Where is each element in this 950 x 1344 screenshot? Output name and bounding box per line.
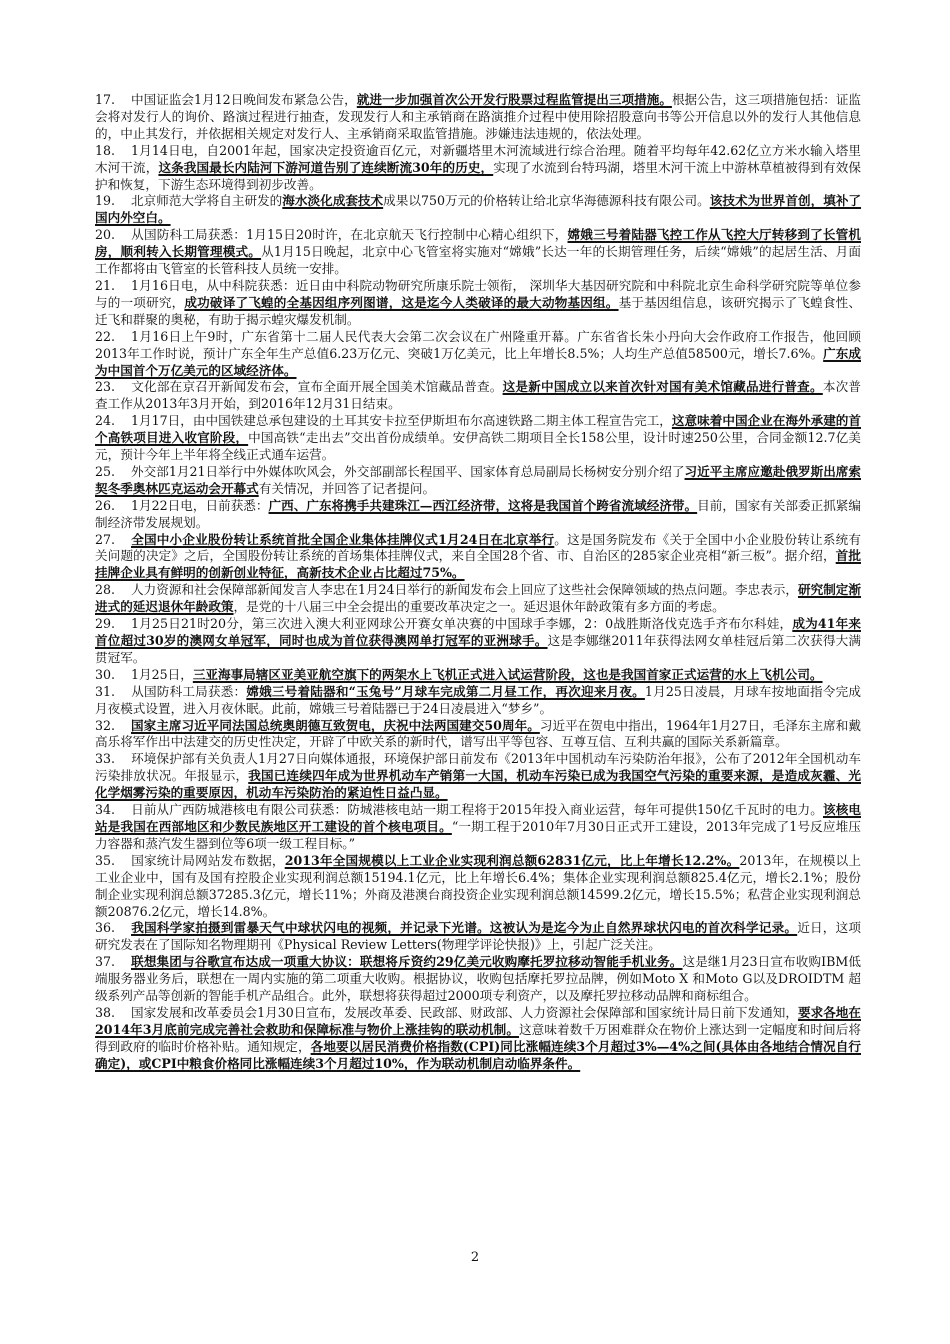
item-text: 本次普查工作从2013年3月开始，到2016年12月31日结束。 xyxy=(95,379,862,412)
highlighted-text: 我国已连续四年成为世界机动车产销第一大国，机动车污染已成为我国空气污染的重要来源，是造成灰霾、光化学烟雾污染的重要原因，机动车污染防治的紧迫性日益凸显。 xyxy=(95,768,862,801)
news-item xyxy=(95,718,861,752)
item-text: 人力资源和社会保障部新闻发言人李忠在1月24日举行的新闻发布会上回应了这些社会保障领域的热点问题。李忠表示， xyxy=(131,582,798,598)
page-number: 2 xyxy=(470,1250,480,1265)
highlighted-text: 嫦娥三号着陆器和“玉兔号”月球车完成第二月昼工作，再次迎来月夜。 xyxy=(246,683,645,699)
item-text: “一期工程于2010年7月30日正式开工建设，2013年完成了1号反应堆压力容器和蒸汽发生器到位等6项一级工程目标。” xyxy=(95,818,862,851)
highlighted-text: 我国科学家拍摄到雷暴天气中球状闪电的视频，并记录下光谱。这被认为是迄今为止自然界球状闪电的首次科学记录。 xyxy=(131,920,798,936)
item-text: 1月17日，由中国铁建总承包建设的土耳其安卡拉至伊斯坦布尔高速铁路二期主体工程宣告完工， xyxy=(131,413,672,429)
item-number: 28. xyxy=(95,582,116,598)
item-text: 这是继1月23日宣布收购IBM低端服务器业务后，联想在一周内实施的第二项重大收购。根据协议，收购包括摩托罗拉品牌，例如Moto X 和Moto G以及DROIDTM 超级系列产品等创新的智能手机产品组合。此外，联想将获得超过2000项专利资产，以及摩托罗拉移动品牌和商标组合。 xyxy=(95,954,861,1004)
item-text: 1月22日电，日前获悉： xyxy=(131,497,269,513)
item-text: 有关情况，并回答了记者提问。 xyxy=(258,480,436,496)
highlighted-text: 该核电站是我国在西部地区和少数民族地区开工建设的首个核电项目。 xyxy=(95,802,862,834)
item-text: 基于基因组信息，该研究揭示了飞蝗食性、迁飞和群聚的奥秘，有助于揭示蝗灾爆发机制。 xyxy=(95,294,862,327)
item-text: 日前从广西防城港核电有限公司获悉：防城港核电站一期工程将于2015年投入商业运营，每年可提供150亿千瓦时的电力。 xyxy=(131,802,823,818)
item-text: 习近平在贺电中指出，1964年1月27日，毛泽东主席和戴高乐将军作出中法建交的历史性决定，开辟了中欧关系的新时代，谱写出平等包容、互尊互信、互利共赢的国际关系新篇章。 xyxy=(95,717,862,750)
item-number: 33. xyxy=(95,751,116,767)
item-number: 37. xyxy=(95,954,116,970)
highlighted-text: 成为41年来首位超过30岁的澳网女单冠军，同时也成为首位获得澳网单打冠军的亚洲球手。 xyxy=(95,616,861,648)
item-number: 34. xyxy=(95,802,116,818)
item-text: 中国证监会1月12日晚间发布紧急公告， xyxy=(131,92,357,107)
item-text: 1月14日电，自2001年起，国家决定投资逾百亿元，对新疆塔里木河流域进行综合治理。随着平均每年42.62亿立方米水输入塔里木河干流， xyxy=(95,142,861,175)
item-text: 环境保护部有关负责人1月27日向媒体通报，环境保护部日前发布《2013年中国机动车污染防治年报》，公布了2012年全国机动车污染排放状况。年报显示， xyxy=(95,751,861,784)
news-item xyxy=(95,92,861,143)
highlighted-text: 就进一步加强首次公开发行股票过程监管提出三项措施。 xyxy=(356,92,672,107)
item-text: 从国防科工局获悉： xyxy=(131,683,247,699)
highlighted-text: 这是新中国成立以来首次针对国有美术馆藏品进行普查。 xyxy=(502,379,823,395)
highlighted-text: 全国中小企业股份转让系统首批全国企业集体挂牌仪式1月24日在北京举行 xyxy=(131,531,555,547)
item-text: 近日，这项研究发表在了国际知名物理期刊《Physical Review Letters(物理学评论快报)》上，引起广泛关注。 xyxy=(95,920,862,953)
highlighted-text: 要求各地在2014年3月底前完成完善社会救助和保障标准与物价上涨挂钩的联动机制。 xyxy=(95,1004,862,1037)
item-number: 24. xyxy=(95,413,116,429)
highlighted-text: 广西、广东将携手共建珠江—西江经济带，这将是我国首个跨省流域经济带。 xyxy=(268,497,698,513)
item-number: 19. xyxy=(95,193,116,209)
highlighted-text: 研究制定渐进式的延迟退休年龄政策 xyxy=(95,582,862,615)
item-number: 29. xyxy=(95,616,116,632)
item-number: 27. xyxy=(95,531,116,547)
highlighted-text: 2013年全国规模以上工业企业实现利润总额62831亿元，比上年增长12.2%。 xyxy=(284,852,740,868)
news-item xyxy=(95,616,861,667)
item-text: 1月25日21时20分，第三次进入澳大利亚网球公开赛女单决赛的中国球手李娜，2：0战胜斯洛伐克选手齐布尔科娃， xyxy=(131,616,793,632)
news-item xyxy=(95,1005,861,1073)
item-number: 31. xyxy=(95,683,116,699)
news-item xyxy=(95,920,861,954)
item-number: 38. xyxy=(95,1004,116,1020)
highlighted-text: 三亚海事局辖区亚美亚航空旗下的两架水上飞机正式进入试运营阶段，这也是我国首家正式运营的水上飞机公司。 xyxy=(192,666,823,682)
item-text: 1月16日上午9时，广东省第十二届人民代表大会第二次会议在广州隆重开幕。广东省省长朱小丹向大会作政府工作报告，他回顾2013年工作时说，预计广东全年生产总值6.23万亿元、突破1万亿美元，比上年增长8.5%；人均生产总值58500元，增长7.6%。 xyxy=(95,328,861,361)
highlighted-text: 首批挂牌企业具有鲜明的创新创业特征，高新技术企业占比超过75%。 xyxy=(95,548,861,581)
news-item xyxy=(95,143,861,194)
highlighted-text: 联想集团与谷歌宣布达成一项重大协议：联想将斥资约29亿美元收购摩托罗拉移动智能手机业务。 xyxy=(131,954,683,970)
item-text: 1月25日凌晨，月球车按地面指令完成月夜模式设置，进入月夜休眠。此前，嫦娥三号着陆器已于24日凌晨进入“梦乡”。 xyxy=(95,683,861,716)
item-text: 国家发展和改革委员会1月30日宣布，发展改革委、民政部、财政部、人力资源社会保障部和国家统计局日前下发通知， xyxy=(131,1004,798,1020)
news-item xyxy=(95,278,861,329)
item-number: 35. xyxy=(95,852,116,868)
item-text: 外交部1月21日举行中外媒体吹风会，外交部副部长程国平、国家体育总局副局长杨树安分别介绍了 xyxy=(131,463,685,479)
news-item xyxy=(95,954,861,1005)
highlighted-text: 广东成为中国首个万亿美元的区域经济体。 xyxy=(95,345,862,378)
highlighted-text: 习近平主席应邀赴俄罗斯出席索契冬季奥林匹克运动会开幕式 xyxy=(95,463,862,496)
item-number: 20. xyxy=(95,227,116,243)
item-text: 从国防科工局获悉：1月15日20时许，在北京航天飞行控制中心精心组织下， xyxy=(131,227,568,243)
item-number: 23. xyxy=(95,379,116,395)
highlighted-text: 国家主席习近平同法国总统奥朗德互致贺电，庆祝中法两国建交50周年。 xyxy=(131,717,540,733)
news-item xyxy=(95,498,861,532)
highlighted-text: 这条我国最长内陆河下游河道告别了连续断流30年的历史， xyxy=(158,159,494,175)
item-text: 实现了水流到台特玛湖，塔里木河干流上中游林草植被得到有效保护和恢复，下游生态环境得到初步改善。 xyxy=(95,159,862,192)
item-text: 2013年，在规模以上工业企业中，国有及国有控股企业实现利润总额15194.1亿元，比上年增长6.4%；集体企业实现利润总额825.4亿元，增长2.1%；股份制企业实现利润总额37285.3亿元，增长11%；外商及港澳台商投资企业实现利润总额14599.2亿元，增长15.5%；私营企业实现利润总额20876.2亿元，增长14.8%。 xyxy=(95,852,861,919)
item-text: 1月25日， xyxy=(131,666,193,682)
item-number: 32. xyxy=(95,717,116,733)
item-text: 成果以750万元的价格转让给北京华海德源科技有限公司。 xyxy=(383,193,710,209)
news-item xyxy=(95,853,861,921)
news-item xyxy=(95,227,861,278)
item-number: 36. xyxy=(95,920,116,936)
news-item xyxy=(95,413,861,464)
highlighted-text: 海水淡化成套技术 xyxy=(282,193,384,209)
item-text: 国家统计局网站发布数据， xyxy=(131,852,285,868)
item-text: 根据公告，这三项措施包括：证监会将对发行人的询价、路演过程进行抽查，发现发行人和主承销商在路演推介过程中使用除招股意向书等公开信息以外的发行人其他信息的，中止其发行，并依据相关规定对发行人、主承销商采取监管措施。涉嫌违法违规的，依法处理。 xyxy=(95,92,862,141)
news-item xyxy=(95,667,861,684)
highlighted-text: 该技术为世界首创，填补了国内外空白。 xyxy=(95,193,862,226)
item-text: ，是党的十八届三中全会提出的重要改革决定之一。延迟退休年龄政策有多方面的考虑。 xyxy=(233,599,725,615)
item-text: 。这是国务院发布《关于全国中小企业股份转让系统有关问题的决定》之后，全国股份转让系统的首场集体挂牌仪式，来自全国28个省、市、自治区的285家企业亮相“新三板”。据介绍， xyxy=(95,531,862,564)
item-text: 这是李娜继2011年获得法网女单桂冠后第二次获得大满贯冠军。 xyxy=(95,633,861,665)
item-number: 17. xyxy=(95,92,116,107)
item-text: 目前，国家有关部委正抓紧编制经济带发展规划。 xyxy=(95,497,862,530)
item-number: 22. xyxy=(95,328,116,344)
item-text: 北京师范大学将自主研发的 xyxy=(131,193,283,209)
item-number: 30. xyxy=(95,666,116,682)
highlighted-text: 成功破译了飞蝗的全基因组序列图谱，这是迄今人类破译的最大动物基因组。 xyxy=(184,294,619,310)
item-text: 中国高铁“走出去”交出首份成绩单。安伊高铁二期项目全长158公里，设计时速250公里，合同金额12.7亿美元，预计今年上半年将全线正式通车运营。 xyxy=(95,430,862,463)
item-number: 21. xyxy=(95,277,116,293)
news-item xyxy=(95,751,861,802)
item-text: 从1月15日晚起，北京中心飞管室将实施对“嫦娥”长达一年的长期管理任务，后续“嫦娥”的起居生活、月面工作都将由飞管室的长管科技人员统一安排。 xyxy=(95,244,862,277)
news-item xyxy=(95,684,861,718)
item-text: 1月16日电，从中科院获悉：近日由中科院动物研究所康乐院士领衔， 深圳华大基因研究院和中科院北京生命科学研究院等单位参与的一项研究， xyxy=(95,277,861,310)
news-item xyxy=(95,379,861,413)
item-text: 这意味着数千万困难群众在物价上涨达到一定幅度和时间后将得到政府的临时价格补贴。通知规定， xyxy=(95,1021,861,1054)
item-number: 18. xyxy=(95,142,116,158)
highlighted-text: 嫦娥三号着陆器飞控工作从飞控大厅转移到了长管机房，顺利转入长期管理模式。 xyxy=(95,227,861,260)
highlighted-text: 这意味着中国企业在海外承建的首个高铁项目进入收官阶段， xyxy=(95,413,862,446)
news-item xyxy=(95,802,861,853)
item-text: 文化部在京召开新闻发布会，宣布全面开展全国美术馆藏品普查。 xyxy=(131,379,503,395)
item-number: 26. xyxy=(95,497,116,513)
news-item xyxy=(95,532,861,583)
news-item xyxy=(95,193,861,227)
news-item xyxy=(95,464,861,498)
item-number: 25. xyxy=(95,463,116,479)
highlighted-text: 各地要以居民消费价格指数(CPI)同比涨幅连续3个月超过3%—4%之间(具体由各地结合情况自行确定)，或CPI中粮食价格同比涨幅连续3个月超过10%，作为联动机制启动临界条件。 xyxy=(95,1038,861,1071)
document-body xyxy=(95,92,861,1073)
news-item xyxy=(95,329,861,380)
news-item xyxy=(95,582,861,616)
